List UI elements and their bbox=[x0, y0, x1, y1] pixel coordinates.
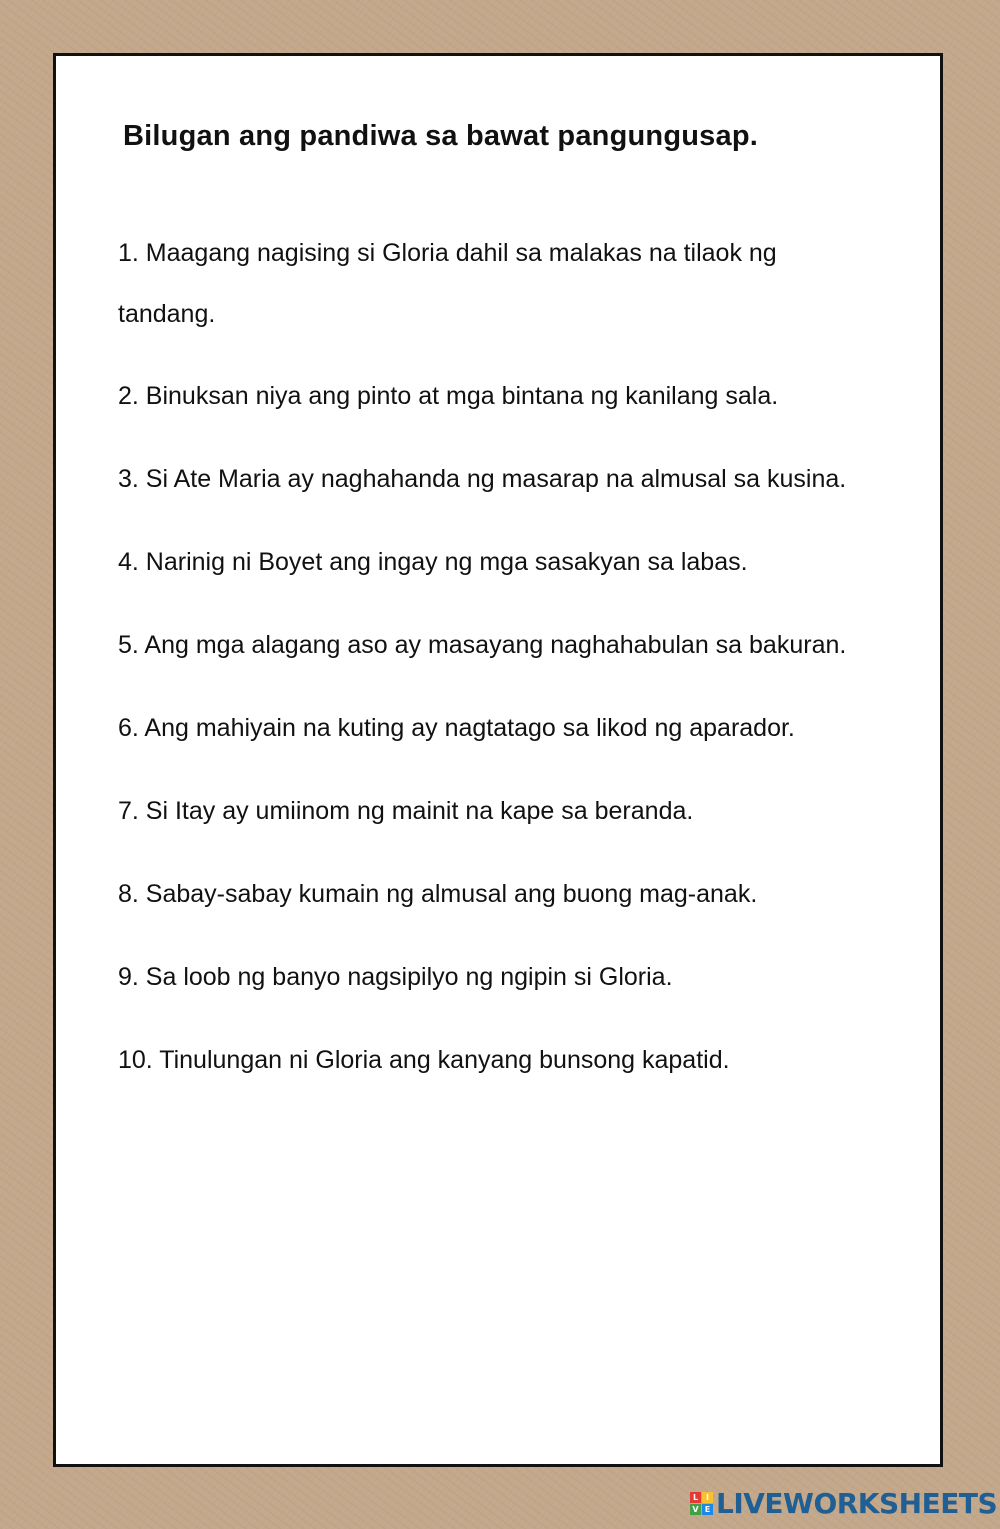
sentence-6: 6. Ang mahiyain na kuting ay nagtatago sa likod ng aparador. bbox=[118, 714, 795, 742]
sentence-3: 3. Si Ate Maria ay naghahanda ng masarap na almusal sa kusina. bbox=[118, 465, 847, 493]
liveworksheets-logo[interactable] bbox=[690, 1488, 997, 1518]
sentence-7: 7. Si Itay ay umiinom ng mainit na kape sa beranda. bbox=[118, 797, 694, 825]
sentence-1: 1. Maagang nagising si Gloria dahil sa malakas na tilaok ng bbox=[118, 239, 777, 267]
sentence-10: 10. Tinulungan ni Gloria ang kanyang bunsong kapatid. bbox=[118, 1046, 730, 1074]
sentence-4: 4. Narinig ni Boyet ang ingay ng mga sasakyan sa labas. bbox=[118, 548, 748, 576]
logo-mark-letter: L bbox=[690, 1492, 701, 1503]
logo-mark-letter: I bbox=[702, 1492, 713, 1503]
logo-mark-letter: V bbox=[690, 1504, 701, 1515]
sentence-1-continuation: tandang. bbox=[118, 300, 216, 328]
sentence-2: 2. Binuksan niya ang pinto at mga bintana ng kanilang sala. bbox=[118, 382, 779, 410]
worksheet-card bbox=[53, 53, 943, 1467]
logo-mark-icon bbox=[690, 1492, 713, 1515]
logo-mark-letter: E bbox=[702, 1504, 713, 1515]
sentence-5: 5. Ang mga alagang aso ay masayang naghahabulan sa bakuran. bbox=[118, 631, 847, 659]
sentence-9: 9. Sa loob ng banyo nagsipilyo ng ngipin si Gloria. bbox=[118, 963, 673, 991]
sentence-8: 8. Sabay-sabay kumain ng almusal ang buong mag-anak. bbox=[118, 880, 758, 908]
logo-text: LIVEWORKSHEETS bbox=[716, 1486, 998, 1520]
worksheet-title: Bilugan ang pandiwa sa bawat pangungusap. bbox=[123, 120, 758, 152]
